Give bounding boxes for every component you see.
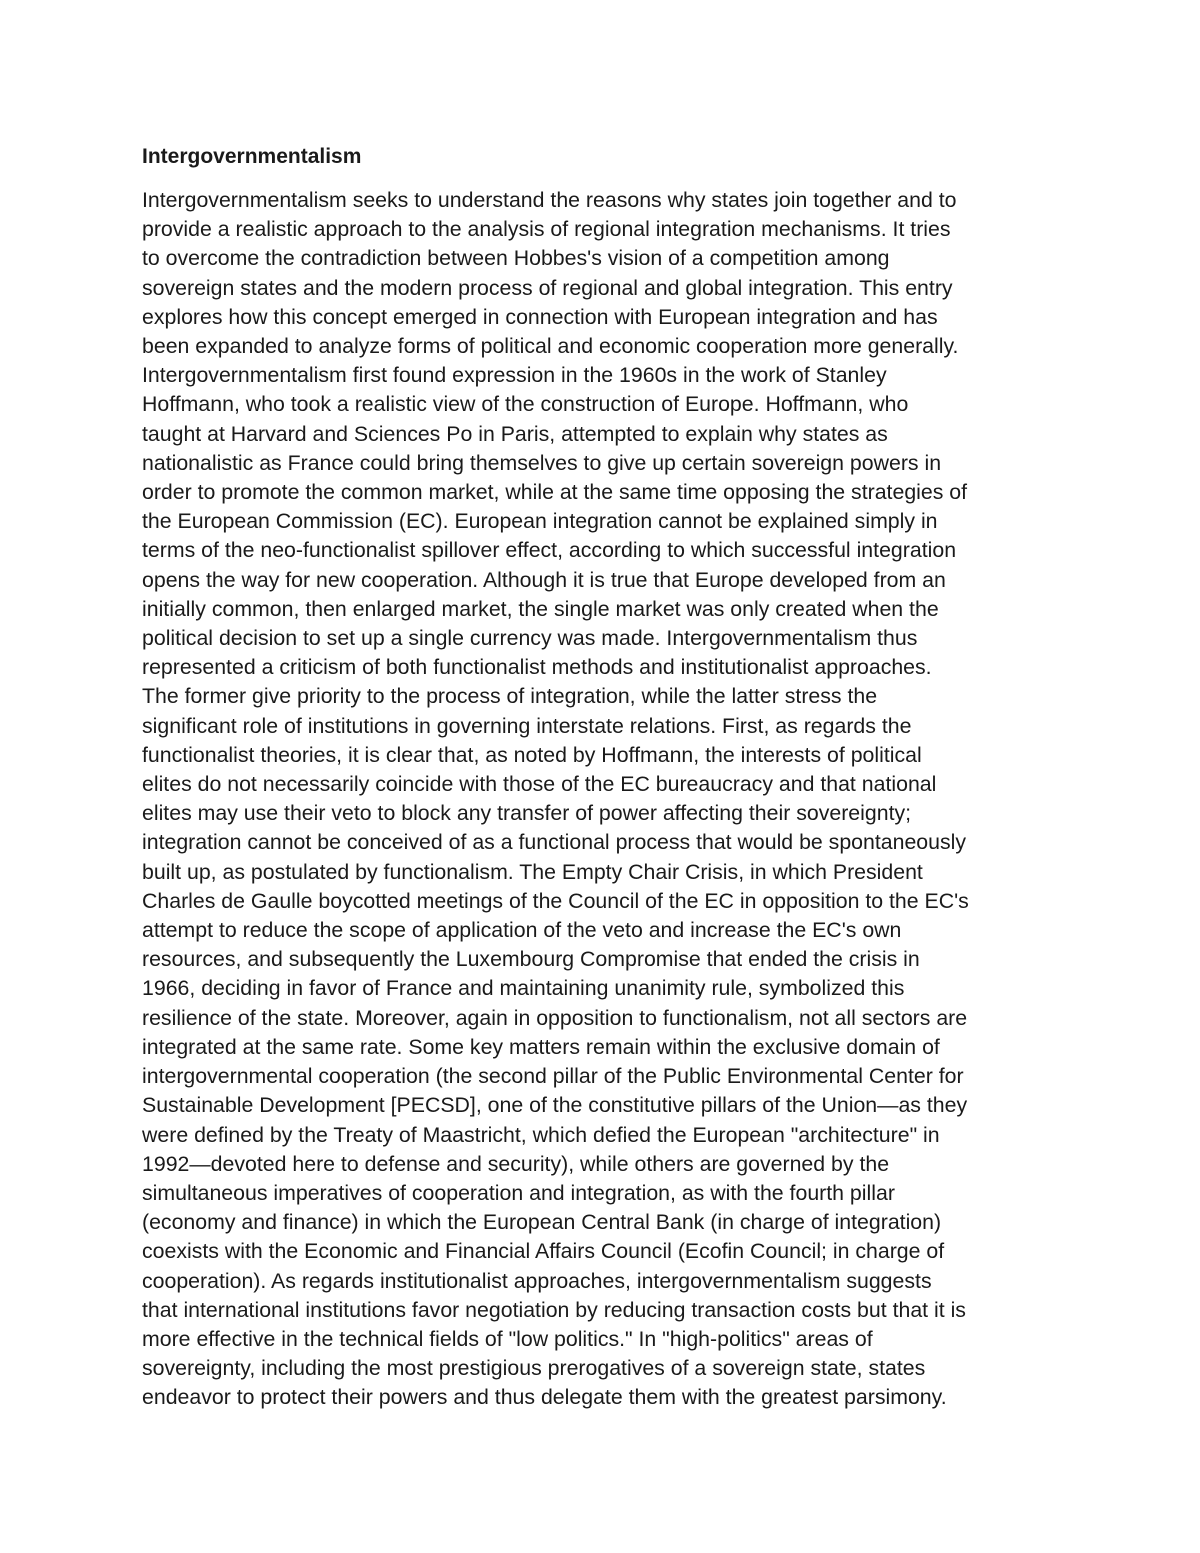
document-title: Intergovernmentalism — [142, 145, 362, 168]
document-body-paragraph: Intergovernmentalism seeks to understand the reasons why states join together and to provide a realistic approach to the analysis of regional integration mechanisms. It tries to overcome the contradiction between Hobbes's vision of a competition among sovereign states and the modern process of regional and global integration. This entry explores how this concept emerged in connection with European integration and has been expanded to analyze forms of political and economic cooperation more generally. Intergovernmentalism first found expression in the 1960s in the work of Stanley Hoffmann, who took a realistic view of the construction of Europe. Hoffmann, who taught at Harvard and Sciences Po in Paris, attempted to explain why states as nationalistic as France could bring themselves to give up certain sovereign powers in order to promote the common market, while at the same time opposing the strategies of the European Commission (EC). European integration cannot be explained simply in terms of the neo-functionalist spillover effect, according to which successful integration opens the way for new cooperation. Although it is true that Europe developed from an initially common, then enlarged market, the single market was only created when the political decision to set up a single currency was made. Intergovernmentalism thus represented a criticism of both functionalist methods and institutionalist approaches. The former give priority to the process of integration, while the latter stress the significant role of institutions in governing interstate relations. First, as regards the functionalist theories, it is clear that, as noted by Hoffmann, the interests of political elites do not necessarily coincide with those of the EC bureaucracy and that national elites may use their veto to block any transfer of power affecting their sovereignty; integration cannot be conceived of as a functional process that would be spontaneously built up, as postulated by functionalism. The Empty Chair Crisis, in which President Charles de Gaulle boycotted meetings of the Council of the EC in opposition to the EC's attempt to reduce the scope of application of the veto and increase the EC's own resources, and subsequently the Luxembourg Compromise that ended the crisis in 1966, deciding in favor of France and maintaining unanimity rule, symbolized this resilience of the state. Moreover, again in opposition to functionalism, not all sectors are integrated at the same rate. Some key matters remain within the exclusive domain of intergovernmental cooperation (the second pillar of the Public Environmental Center for Sustainable Development [PECSD], one of the constitutive pillars of the Union—as they were defined by the Treaty of Maastricht, which defied the European "architecture" in 1992—devoted here to defense and security), while others are governed by the simultaneous imperatives of cooperation and integration, as with the fourth pillar (economy and finance) in which the European Central Bank (in charge of integration) coexists with the Economic and Financial Affairs Council (Ecofin Council; in charge of cooperation). As regards institutionalist approaches, intergovernmentalism suggests that international institutions favor negotiation by reducing transaction costs but that it is more effective in the technical fields of "low politics." In "high-politics" areas of sovereignty, including the most prestigious prerogatives of a sovereign state, states endeavor to protect their powers and thus delegate them with the greatest parsimony. — [142, 188, 969, 1410]
